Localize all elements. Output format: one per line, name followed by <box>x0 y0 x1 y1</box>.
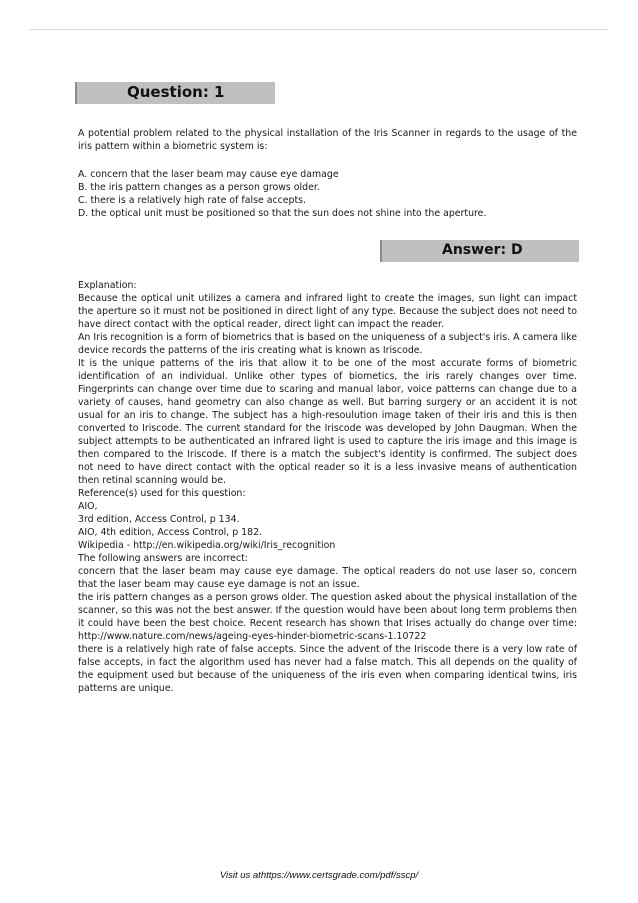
reference-line: 3rd edition, Access Control, p 134. <box>78 514 240 525</box>
answer-label: Answer: D <box>442 242 523 258</box>
explanation-block <box>78 279 577 695</box>
question-text: A potential problem related to the physical installation of the Iris Scanner in regards to the usage of the iris pattern within a biometric system is: <box>78 128 577 152</box>
reference-line: AIO, 4th edition, Access Control, p 182. <box>78 527 263 538</box>
incorrect-explanation: concern that the laser beam may cause eye damage. The optical readers do not use laser so, concern that the laser beam may cause eye damage is not an issue. <box>78 566 577 590</box>
explanation-paragraph: It is the unique patterns of the iris that allow it to be one of the most accurate forms of biometric identification of an individual. Unlike other types of biometics, the iris rarely changes over time. Fingerprints can change over time due to scaring and manual labor, voice patterns can change due to a variety of causes, hand geometry can also change as well. But barring surgery or an accident it is not usual for an iris to change. The subject has a high-resoulution image taken of their iris and this is then converted to Iriscode. The current standard for the Iriscode was developed by John Daugman. When the subject attempts to be authenticated an infrared light is used to capture the iris image and this image is then compared to the Iriscode. If there is a match the subject's identity is confirmed. The subject does not need to have direct contact with the optical reader so it is a less invasive means of authentication then retinal scanning would be. <box>78 358 577 486</box>
explanation-paragraph: An Iris recognition is a form of biometrics that is based on the uniqueness of a subject's iris. A camera like device records the patterns of the iris creating what is known as Iriscode. <box>78 332 577 356</box>
top-divider <box>30 29 608 30</box>
reference-line: Wikipedia - http://en.wikipedia.org/wiki/Iris_recognition <box>78 540 336 551</box>
question-title: Question: 1 <box>127 83 225 101</box>
answer-header <box>380 240 579 262</box>
incorrect-heading: The following answers are incorrect: <box>78 553 248 564</box>
option-c: C. there is a relatively high rate of false accepts. <box>78 195 307 206</box>
option-b: B. the iris pattern changes as a person grows older. <box>78 182 320 193</box>
option-a: A. concern that the laser beam may cause eye damage <box>78 169 339 180</box>
incorrect-explanation: the iris pattern changes as a person grows older. The question asked about the physical installation of the scanner, so this was not the best answer. If the question would have been about long term problems then it could have been the best choice. Recent research has shown that Irises actually do change over time: http://www.nature.com/news/ageing-eyes-hinder-biometric-scans-1.10722 <box>78 592 577 642</box>
reference-line: AIO, <box>78 501 98 512</box>
reference-heading: Reference(s) used for this question: <box>78 488 246 499</box>
footer-link[interactable]: Visit us athttps://www.certsgrade.com/pdf/sscp/ <box>219 870 419 881</box>
question-header <box>75 82 275 104</box>
answer-options <box>78 168 577 220</box>
explanation-paragraph: Because the optical unit utilizes a camera and infrared light to create the images, sun light can impact the aperture so it must not be positioned in direct light of any type. Because the subject does not need to have direct contact with the optical reader, direct light can impact the reader. <box>78 293 577 330</box>
incorrect-explanation: there is a relatively high rate of false accepts. Since the advent of the Iriscode there is a very low rate of false accepts, in fact the algorithm used has never had a false match. This all depends on the quality of the equipment used but because of the uniqueness of the iris even when comparing identical twins, iris patterns are unique. <box>78 644 577 694</box>
explanation-heading: Explanation: <box>78 280 137 291</box>
option-d: D. the optical unit must be positioned so that the sun does not shine into the aperture. <box>78 208 487 219</box>
